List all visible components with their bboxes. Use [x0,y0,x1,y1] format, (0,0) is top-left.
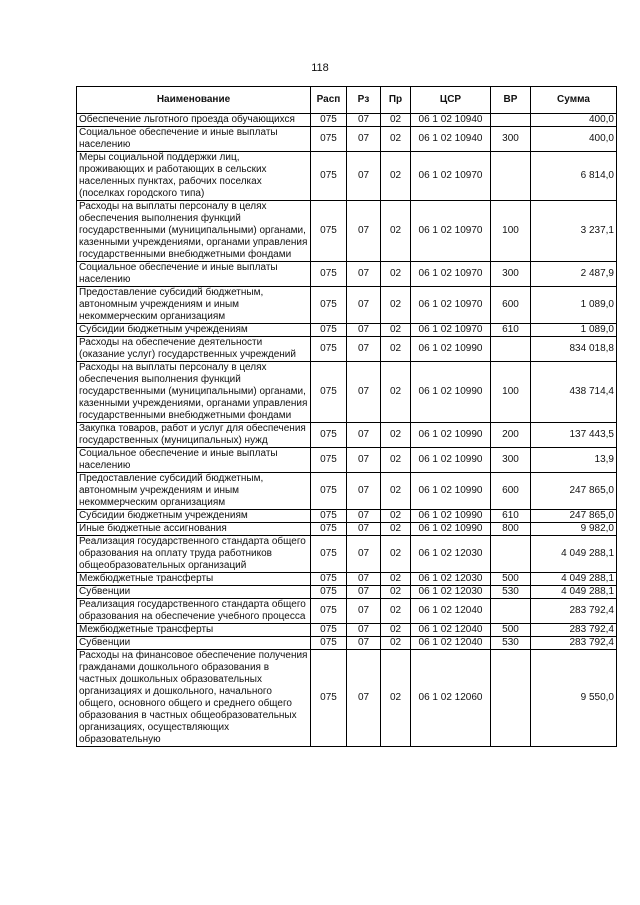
cell-name: Расходы на финансовое обеспечение получения гражданами дошкольного образования в частных дошкольных образовательных организациях и дошкольного, начального общего, основного общего и среднего общего образования в частных общеобразовательных организациях, осуществляющих образовательную [77,650,311,747]
cell-csr: 06 1 02 10990 [411,473,491,510]
cell-sum: 834 018,8 [531,337,617,362]
cell-rasp: 075 [311,337,347,362]
cell-pr: 02 [381,448,411,473]
cell-name: Обеспечение льготного проезда обучающихся [77,114,311,127]
cell-rasp: 075 [311,152,347,201]
cell-csr: 06 1 02 10970 [411,152,491,201]
header-vr: ВР [491,87,531,114]
cell-rz: 07 [347,536,381,573]
cell-name: Субсидии бюджетным учреждениям [77,324,311,337]
table-row [77,262,617,287]
table-header-row [77,87,617,114]
cell-csr: 06 1 02 12060 [411,650,491,747]
cell-vr [491,536,531,573]
cell-csr: 06 1 02 12030 [411,536,491,573]
cell-rasp: 075 [311,650,347,747]
cell-csr: 06 1 02 10940 [411,127,491,152]
cell-rasp: 075 [311,573,347,586]
cell-pr: 02 [381,262,411,287]
cell-csr: 06 1 02 10990 [411,510,491,523]
cell-pr: 02 [381,650,411,747]
cell-rasp: 075 [311,362,347,423]
cell-pr: 02 [381,573,411,586]
cell-sum: 400,0 [531,114,617,127]
cell-name: Межбюджетные трансферты [77,573,311,586]
cell-sum: 3 237,1 [531,201,617,262]
cell-vr: 530 [491,637,531,650]
cell-rasp: 075 [311,473,347,510]
table-row [77,536,617,573]
cell-pr: 02 [381,201,411,262]
cell-csr: 06 1 02 10970 [411,262,491,287]
cell-rz: 07 [347,362,381,423]
cell-pr: 02 [381,586,411,599]
cell-sum: 1 089,0 [531,324,617,337]
cell-csr: 06 1 02 12040 [411,624,491,637]
cell-vr [491,337,531,362]
cell-rasp: 075 [311,624,347,637]
cell-rz: 07 [347,637,381,650]
cell-rasp: 075 [311,127,347,152]
cell-csr: 06 1 02 10990 [411,362,491,423]
cell-rz: 07 [347,599,381,624]
cell-vr [491,114,531,127]
cell-sum: 13,9 [531,448,617,473]
cell-sum: 400,0 [531,127,617,152]
cell-pr: 02 [381,637,411,650]
cell-rz: 07 [347,324,381,337]
cell-rz: 07 [347,423,381,448]
cell-name: Реализация государственного стандарта общего образования на обеспечение учебного процесса [77,599,311,624]
cell-rasp: 075 [311,287,347,324]
cell-csr: 06 1 02 10970 [411,201,491,262]
cell-csr: 06 1 02 10990 [411,337,491,362]
cell-pr: 02 [381,127,411,152]
cell-sum: 1 089,0 [531,287,617,324]
cell-vr: 530 [491,586,531,599]
table-row [77,573,617,586]
cell-sum: 247 865,0 [531,510,617,523]
cell-name: Предоставление субсидий бюджетным, автономным учреждениям и иным некоммерческим организациям [77,473,311,510]
cell-sum: 4 049 288,1 [531,536,617,573]
cell-vr: 500 [491,573,531,586]
cell-rz: 07 [347,152,381,201]
header-sum: Сумма [531,87,617,114]
cell-rasp: 075 [311,637,347,650]
cell-pr: 02 [381,152,411,201]
cell-pr: 02 [381,423,411,448]
cell-csr: 06 1 02 12040 [411,599,491,624]
cell-vr: 100 [491,201,531,262]
cell-vr: 800 [491,523,531,536]
cell-rz: 07 [347,127,381,152]
cell-sum: 247 865,0 [531,473,617,510]
table-row [77,599,617,624]
cell-pr: 02 [381,362,411,423]
cell-name: Реализация государственного стандарта общего образования на оплату труда работников общеобразовательных организаций [77,536,311,573]
cell-pr: 02 [381,114,411,127]
cell-rz: 07 [347,624,381,637]
page-number: 118 [311,62,329,74]
cell-name: Меры социальной поддержки лиц, проживающих и работающих в сельских населенных пунктах, рабочих поселках (поселках городского типа) [77,152,311,201]
cell-vr: 610 [491,510,531,523]
cell-rasp: 075 [311,324,347,337]
cell-csr: 06 1 02 10940 [411,114,491,127]
table-row [77,423,617,448]
header-rasp: Расп [311,87,347,114]
table-row [77,624,617,637]
cell-rz: 07 [347,201,381,262]
cell-vr [491,599,531,624]
cell-rz: 07 [347,523,381,536]
budget-table [76,86,617,747]
cell-pr: 02 [381,473,411,510]
header-rz: Рз [347,87,381,114]
cell-pr: 02 [381,287,411,324]
cell-vr: 100 [491,362,531,423]
cell-csr: 06 1 02 10990 [411,448,491,473]
cell-name: Субвенции [77,586,311,599]
cell-name: Расходы на выплаты персоналу в целях обеспечения выполнения функций государственными (муниципальными) органами, казенными учреждениями, органами управления государственными внебюджетными фондами [77,362,311,423]
cell-sum: 6 814,0 [531,152,617,201]
cell-name: Предоставление субсидий бюджетным, автономным учреждениям и иным некоммерческим организациям [77,287,311,324]
header-csr: ЦСР [411,87,491,114]
cell-name: Субвенции [77,637,311,650]
cell-name: Социальное обеспечение и иные выплаты населению [77,448,311,473]
table-row [77,523,617,536]
cell-rasp: 075 [311,523,347,536]
cell-rasp: 075 [311,599,347,624]
cell-vr: 300 [491,127,531,152]
cell-csr: 06 1 02 12030 [411,573,491,586]
cell-rasp: 075 [311,510,347,523]
cell-rz: 07 [347,573,381,586]
cell-sum: 9 550,0 [531,650,617,747]
cell-name: Межбюджетные трансферты [77,624,311,637]
cell-pr: 02 [381,536,411,573]
cell-csr: 06 1 02 10970 [411,287,491,324]
table-row [77,324,617,337]
cell-rasp: 075 [311,423,347,448]
cell-name: Расходы на выплаты персоналу в целях обеспечения выполнения функций государственными (муниципальными) органами, казенными учреждениями, органами управления государственными внебюджетными фондами [77,201,311,262]
table-row [77,510,617,523]
cell-pr: 02 [381,523,411,536]
cell-pr: 02 [381,599,411,624]
cell-name: Субсидии бюджетным учреждениям [77,510,311,523]
cell-rz: 07 [347,473,381,510]
cell-vr: 300 [491,262,531,287]
cell-rasp: 075 [311,114,347,127]
cell-vr: 610 [491,324,531,337]
cell-pr: 02 [381,337,411,362]
cell-sum: 438 714,4 [531,362,617,423]
cell-csr: 06 1 02 12030 [411,586,491,599]
cell-vr: 500 [491,624,531,637]
table-row [77,473,617,510]
cell-sum: 2 487,9 [531,262,617,287]
table-row [77,448,617,473]
table-row [77,362,617,423]
cell-sum: 283 792,4 [531,637,617,650]
cell-rasp: 075 [311,262,347,287]
table-row [77,337,617,362]
cell-name: Социальное обеспечение и иные выплаты населению [77,262,311,287]
table-row [77,586,617,599]
cell-rasp: 075 [311,536,347,573]
cell-sum: 9 982,0 [531,523,617,536]
cell-rasp: 075 [311,201,347,262]
table-row [77,637,617,650]
cell-vr: 600 [491,473,531,510]
cell-vr [491,650,531,747]
table-row [77,152,617,201]
cell-sum: 283 792,4 [531,599,617,624]
cell-rz: 07 [347,650,381,747]
cell-rz: 07 [347,448,381,473]
cell-name: Расходы на обеспечение деятельности (оказание услуг) государственных учреждений [77,337,311,362]
table-row [77,650,617,747]
cell-vr: 200 [491,423,531,448]
header-name: Наименование [77,87,311,114]
cell-csr: 06 1 02 10990 [411,523,491,536]
cell-rz: 07 [347,586,381,599]
cell-pr: 02 [381,510,411,523]
cell-csr: 06 1 02 12040 [411,637,491,650]
cell-sum: 137 443,5 [531,423,617,448]
cell-vr [491,152,531,201]
cell-rasp: 075 [311,586,347,599]
cell-csr: 06 1 02 10970 [411,324,491,337]
cell-rz: 07 [347,262,381,287]
cell-name: Социальное обеспечение и иные выплаты населению [77,127,311,152]
header-pr: Пр [381,87,411,114]
cell-vr: 600 [491,287,531,324]
table-row [77,201,617,262]
cell-name: Закупка товаров, работ и услуг для обеспечения государственных (муниципальных) нужд [77,423,311,448]
cell-vr: 300 [491,448,531,473]
cell-rz: 07 [347,510,381,523]
table-row [77,114,617,127]
cell-rz: 07 [347,337,381,362]
cell-rasp: 075 [311,448,347,473]
table-row [77,287,617,324]
cell-rz: 07 [347,114,381,127]
cell-sum: 4 049 288,1 [531,586,617,599]
cell-sum: 283 792,4 [531,624,617,637]
cell-name: Иные бюджетные ассигнования [77,523,311,536]
cell-csr: 06 1 02 10990 [411,423,491,448]
cell-sum: 4 049 288,1 [531,573,617,586]
cell-pr: 02 [381,624,411,637]
table-row [77,127,617,152]
cell-rz: 07 [347,287,381,324]
cell-pr: 02 [381,324,411,337]
